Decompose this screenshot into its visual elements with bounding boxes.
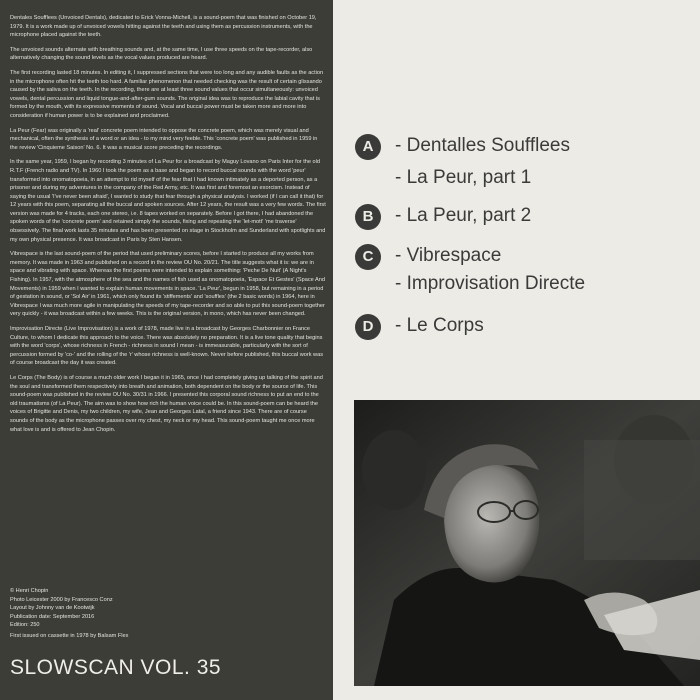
credit-photo: Photo Leicester 2000 by Francesco Conz: [10, 596, 113, 603]
track-c1: - Vibrespace: [395, 245, 502, 266]
side-a-badge: A: [355, 134, 381, 160]
paragraph-recording: The first recording lasted 18 minutes. In editing it, I suppressed sections that were too long and any audible faults as the action in the microphone often hit the teeth too hard. A familiar phenomenon that needed checking was the result of certain glissando caused by the saliva on the teeth. In the recording, there are at least three sound values that occur simultaneously: unvoiced vowels, dental percussion and liquid tongue-and-after-gum sounds. The original idea was to reproduce the labial cavity that is formed by the mouth, with its expressive moments of sound. Vocal and buccal power must be taken more and more into consideration if human power is to be explained and proclaimed.: [10, 69, 324, 119]
artist-photo: [354, 400, 700, 686]
paragraph-unvoiced: The unvoiced sounds alternate with breathing sounds and, at the same time, I use three speeds on the tape-recorder, also alternatively changing the sound levels as the vocal values produced are heard.: [10, 46, 313, 62]
liner-notes-text: [10, 14, 326, 440]
photo-illustration: [354, 400, 700, 686]
paragraph-dentales: Dentales Soufflees (Unvoiced Dentals), dedicated to Erick Vonna-Michell, is a sound-poem that was finished on October 19, 1979. It is a work made up of unvoiced vowels hitting against the teeth and using them as percussion instruments, with the microphone placed against the teeth.: [10, 15, 317, 39]
paragraph-le-corps: Le Corps (The Body) is of course a much older work I began it in 1965, once I had completely giving up talking of the spirit and the soul and transformed them respectively into breath and animation, both dependent on the body or the source of life. This sound-poem was published in the review OU No. 30/31 in 1966. I presented this corporal sound richness to put an end to the old traumatisms (of La Peur). The aim was to show how rich the human voice could be. In this sound-poem can be heard the voices of Brigitte and Denis, my two children, my wife, Jean and Georges Latal, a friend since 1943. There are of course sounds of the body as the microphone passes over my chest, my neck or my head. This sound-poem taught me once more what love is and is offered to Jean Chopin.: [10, 374, 323, 433]
credits: [10, 587, 310, 630]
paragraph-la-peur: La Peur (Fear) was originally a 'real' concrete poem intended to oppose the concrete poem, which was merely visual and mechanical, often the synthesis of a word or an idea - to my mind very feeble. This 'concrete poem' was published in 1959 in the review 'Cinquieme Saison' No. 6. It was a musical score preceding the recordings.: [10, 127, 318, 151]
first-issued-note: First issued on cassette in 1978 by Balsam Flex: [10, 633, 129, 639]
paragraph-1959: In the same year, 1959, I began by recording 3 minutes of La Peur for a broadcast by Maguy Lovano on Paris Inter for the old R.T.F (French radio and TV). In 1960 I took the poem as a base and began to record buccal sounds with the word 'peur' transformed into onomatopoeia, in an attempt to rid myself of the fear that I had known intimately as a deported person, as a prisoner and during my adventures in the company of the Red Army, etc. It was first and foremost an exorcism. Instead of saying the usual 'I've never been afraid', I wanted to study that fear through a physical analysis. I worked (if I can call it that) for 12 years with this poem, separating all the buccal and spoken sources. After 12 years, the result was a very few words. The first version was made for 4 tracks, each one stereo, i.e. 8 tapes worked on separately. Before I got there, I had abandoned the spoken words of the 'concrete poem' and retained simply the sounds, fixing and repeating the 'let-mott' 'me traverse' obsessively. The final work lasts 35 minutes and has been presented on stage in Stockholm and Sunderland with spotlights and my own physical presence. It was broadcast in Paris by Sten Hansen.: [10, 159, 326, 243]
liner-notes-panel: [0, 0, 333, 700]
credit-copyright: © Henri Chopin: [10, 588, 49, 594]
side-b-badge: B: [355, 204, 381, 230]
track-a1: - Dentalles Soufflees: [395, 135, 570, 156]
track-d1: - Le Corps: [395, 315, 484, 336]
paragraph-improvisation: Improvisation Directe (Live Improvisation) is a work of 1978, made live in a broadcast by Georges Charbonnier on France Culture, to whom I dedicate this approach to the voice. There was absolutely no preparation. It is a live tone quality that begins with the word 'corps', whose richness in French - richness in sound I mean - is immeasurable, particularly with the sort of percussion formed by 'co-' and the rolling of the 'r' whose richness is well-known. Never before published, this buccal work was of course broadcast the day it was created.: [10, 326, 324, 367]
paragraph-vibrespace: Vibrespace is the last sound-poem of the period that used preliminary scores, before I started to produce all my works from memory. It was made in 1963 and published on a record in the review OU No. 20/21. The title suggests what it is: we are in space and vibrating with space. Whereas the first poems were intended to explain something: 'Peche De Nuit' (A Night's Fishing). In 1957, with the atmosphere of the sea and the names of fish used as onomatopoeia, 'Espace Et Gestes' (Space And Movements) in 1959 when I wanted to explain human movements in space. 'La Peur', begun in 1958, but remaining in a period of gestation in sound, or 'Sol Air' in 1961, which only found its 'stiffements' and 'souffles' (the 2 basic words) in 1964, here in Vibrespace I was much more agile in manipulating the speeds of my tape-recorder and so able to put this sound-poem together very quickly - it was broadcast within a few weeks. This is the original version, in mono, which has never been changed.: [10, 251, 325, 318]
track-c2: - Improvisation Directe: [395, 273, 586, 294]
credit-layout: Layout by Johnny van de Kootwijk: [10, 605, 95, 611]
side-c-badge: C: [355, 244, 381, 270]
side-d-badge: D: [355, 314, 381, 340]
series-title: SLOWSCAN VOL. 35: [10, 656, 222, 679]
track-b1: - La Peur, part 2: [395, 205, 532, 226]
track-a2: - La Peur, part 1: [395, 167, 532, 188]
credit-edition: Edition: 250: [10, 622, 40, 628]
credit-publication-date: Publication date: September 2016: [10, 613, 95, 620]
